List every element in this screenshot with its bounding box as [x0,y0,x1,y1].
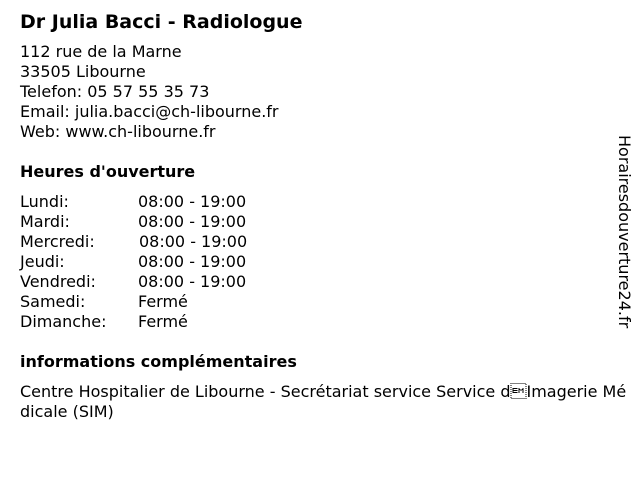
hours-day: Samedi: [20,292,86,311]
hours-time: 08:00 - 19:00 [138,272,247,291]
hours-day: Dimanche: [20,312,107,331]
hours-day: Lundi: [20,192,69,211]
hours-time: 08:00 - 19:00 [138,252,247,271]
hours-day: Mercredi: [20,232,95,251]
hours-row [20,192,610,212]
address-street: 112 rue de la Marne [20,42,182,61]
hours-time: 08:00 - 19:00 [138,192,247,211]
brand-watermark [614,135,634,355]
hours-day: Mardi: [20,212,70,231]
info-text: Centre Hospitalier de Libourne - Secrétariat service Service dImagerie Médicale (SIM) [20,382,627,421]
hours-row [20,312,610,332]
hours-row [20,232,610,252]
hours-time: Fermé [138,312,188,331]
hours-day: Jeudi: [20,252,65,271]
hours-heading: Heures d'ouverture [20,162,196,181]
hours-row [20,212,610,232]
brand-text: Horairesdouverture24.fr [615,135,634,329]
hours-time: Fermé [138,292,188,311]
hours-row [20,292,610,312]
hours-row [20,252,610,272]
address-city: 33505 Libourne [20,62,146,81]
hours-table [20,192,610,332]
hours-row [20,272,610,292]
hours-time: 08:00 - 19:00 [138,212,247,231]
info-heading: informations complémentaires [20,352,297,371]
hours-day: Vendredi: [20,272,96,291]
phone-number: Telefon: 05 57 55 35 73 [20,82,210,101]
website-link: Web: www.ch-libourne.fr [20,122,216,141]
email-address: Email: julia.bacci@ch-libourne.fr [20,102,279,121]
contact-block [20,42,610,142]
page-title: Dr Julia Bacci - Radiologue [20,11,303,33]
hours-time: 08:00 - 19:00 [139,232,248,251]
